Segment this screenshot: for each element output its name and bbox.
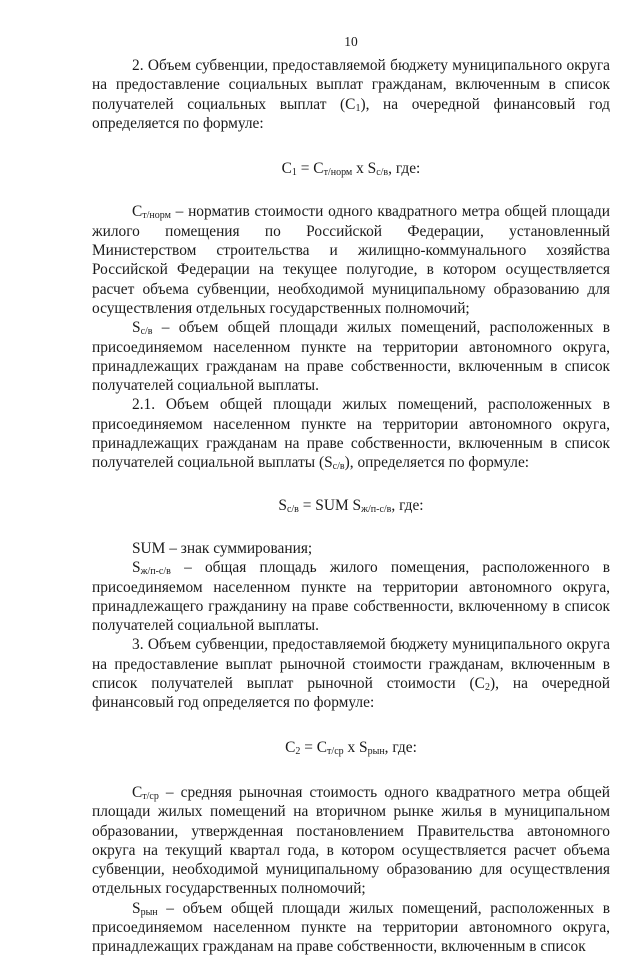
definition-s-ryn-sub: рын bbox=[140, 906, 158, 918]
formula-s-cv-lhs: S bbox=[278, 496, 287, 514]
definition-s-zhp-sub: ж/п-с/в bbox=[140, 566, 171, 578]
paragraph-3-subscript: 2 bbox=[484, 682, 490, 694]
definition-s-cv-sub: с/в bbox=[140, 326, 153, 338]
definition-s-zhp-text: – общая площадь жилого помещения, расположенного в присоединяемом населенном пункте на территории автономного округа, принадлежащего гражданину на праве собственности, включенному в список получателей социальной выплаты. bbox=[92, 559, 610, 635]
definition-ct-sr-text: – средняя рыночная стоимость одного квадратного метра общей площади жилых помещений на вторичном рынке жилья в муниципальном образовании, утвержденная постановлением Правительства автономного округа на текущий квартал года, в котором осуществляется расчет объема субвенции, необходимой муниципальному образованию для осуществления отдельных государственных полномочий; bbox=[92, 783, 610, 898]
paragraph-2-subscript: 1 bbox=[355, 102, 361, 114]
paragraph-2 bbox=[92, 56, 610, 133]
formula-c1 bbox=[92, 159, 610, 178]
definition-s-ryn-text: – объем общей площади жилых помещений, расположенных в присоединяемом населенном пункте на территории автономного округа, принадлежащих гражданам на праве собственности, включенным в список bbox=[92, 899, 610, 956]
paragraph-2-tail: ), на очередной финансовый год определяется по формуле: bbox=[92, 95, 611, 132]
definition-ct-sr-symbol: С bbox=[132, 783, 143, 801]
formula-c2-tail: , где: bbox=[384, 738, 417, 756]
formula-c1-mult: х S bbox=[352, 160, 377, 178]
definition-ct-norm-symbol: С bbox=[132, 203, 143, 221]
formula-c2 bbox=[92, 738, 610, 757]
formula-c2-term2-sub: рын bbox=[367, 745, 385, 757]
formula-s-cv bbox=[92, 496, 610, 515]
paragraph-2-1 bbox=[92, 395, 610, 472]
definition-ct-norm bbox=[92, 202, 610, 318]
definition-s-ryn bbox=[92, 899, 610, 957]
formula-s-cv-term-sub: ж/п-с/в bbox=[361, 503, 392, 515]
definition-s-ryn-symbol: S bbox=[132, 899, 141, 917]
definition-s-cv bbox=[92, 318, 610, 395]
formula-c1-lhs-sub: 1 bbox=[291, 167, 297, 179]
formula-c1-eq: = С bbox=[296, 160, 324, 178]
formula-c1-term2-sub: с/в bbox=[376, 167, 389, 179]
formula-c1-term1-sub: т/норм bbox=[323, 167, 353, 179]
paragraph-2-text: 2. Объем субвенции, предоставляемой бюджету муниципального округа на предоставление социальных выплат гражданам, включенным в список получателей социальных выплат (С bbox=[92, 57, 610, 113]
formula-c1-tail: , где: bbox=[388, 160, 421, 178]
definition-ct-norm-text: – норматив стоимости одного квадратного метра общей площади жилого помещения по Российской Федерации, установленный Министерством строительства и жилищно-коммунального хозяйства Российской Федерации на текущее полугодие, в котором осуществляется расчет объема субвенции, необходимой муниципальному образованию для осуществления отдельных государственных полномочий; bbox=[92, 203, 610, 317]
definition-sum: SUM – знак суммирования; bbox=[132, 539, 313, 557]
definition-ct-sr-sub: т/ср bbox=[142, 790, 159, 802]
definition-ct-norm-sub: т/норм bbox=[142, 210, 171, 222]
definition-s-zhp-symbol: S bbox=[132, 559, 141, 577]
document-body bbox=[92, 56, 610, 957]
paragraph-3-text: 3. Объем субвенции, предоставляемой бюджету муниципального округа на предоставление выплат рыночной стоимости гражданам, включенным в список получателей выплат рыночной стоимости (С bbox=[92, 636, 610, 693]
definition-s-cv-symbol: S bbox=[132, 319, 141, 337]
paragraph-2-1-sub: с/в bbox=[332, 461, 345, 473]
definition-ct-sr bbox=[92, 783, 610, 899]
paragraph-3 bbox=[92, 635, 610, 712]
paragraph-3-tail: ), на очередной финансовый год определяется по формуле: bbox=[92, 675, 611, 712]
formula-s-cv-eq: = SUM S bbox=[298, 496, 362, 514]
paragraph-2-1-tail: ), определяется по формуле: bbox=[344, 454, 530, 472]
formula-s-cv-lhs-sub: с/в bbox=[286, 503, 299, 515]
page-number: 10 bbox=[344, 34, 358, 49]
formula-c1-lhs: С bbox=[281, 160, 292, 178]
formula-c2-mult: х S bbox=[343, 738, 368, 756]
paragraph-2-1-text: 2.1. Объем общей площади жилых помещений, расположенных в присоединяемом населенном пункте на территории автономного округа, принадлежащих гражданам на праве собственности, включенным в список получателей социальной выплаты (S bbox=[92, 396, 610, 472]
formula-s-cv-tail: , где: bbox=[391, 496, 424, 514]
definition-s-zhp bbox=[92, 558, 610, 635]
definition-s-cv-text: – объем общей площади жилых помещений, расположенных в присоединяемом населенном пункте на территории автономного округа, принадлежащих гражданам на праве собственности, включенным в список получателей социальной выплаты. bbox=[92, 319, 610, 395]
formula-c2-term1-sub: т/ср bbox=[327, 745, 344, 757]
formula-c2-lhs: С bbox=[285, 738, 296, 756]
formula-c2-eq: = С bbox=[300, 738, 328, 756]
formula-c2-lhs-sub: 2 bbox=[295, 745, 301, 757]
